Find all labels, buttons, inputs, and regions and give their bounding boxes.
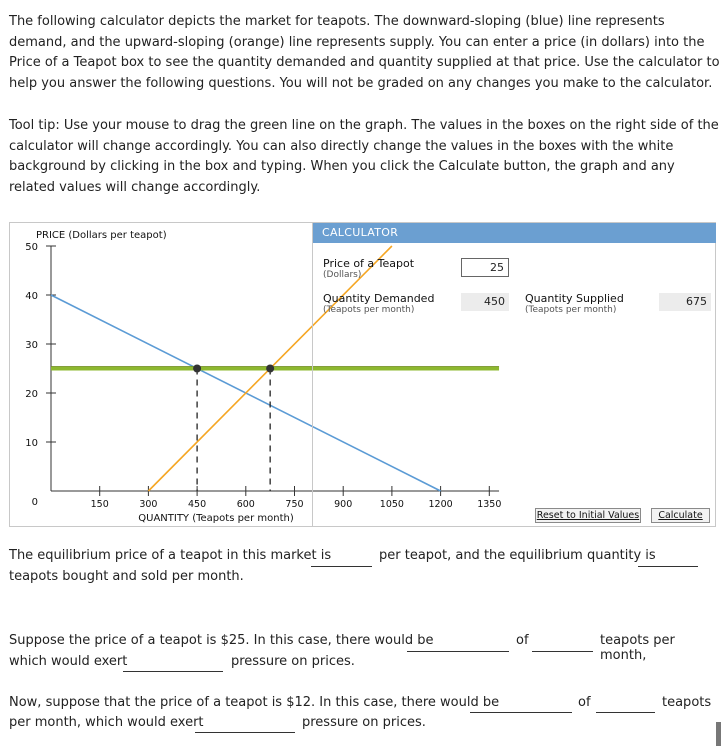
calculator-widget xyxy=(9,222,716,527)
marker-450 xyxy=(193,365,201,373)
quantity-demanded-unit: (Teapots per month) xyxy=(323,305,415,315)
calculate-button[interactable]: Calculate xyxy=(651,508,710,523)
origin-label: 0 xyxy=(31,497,38,508)
q1-text-1: The equilibrium price of a teapot in this market is xyxy=(9,548,332,563)
y-tick-label-10: 10 xyxy=(25,438,38,449)
x-tick-label-900: 900 xyxy=(334,499,353,510)
x-tick-label-1350: 1350 xyxy=(477,499,502,510)
y-tick-label-40: 40 xyxy=(25,291,38,302)
q2-text-4: which would exert xyxy=(9,654,128,669)
scrollbar-thumb[interactable] xyxy=(716,722,721,746)
q3-text-1: Now, suppose that the price of a teapot is $12. In this case, there would be xyxy=(9,695,500,710)
q3-shortage-surplus-blank[interactable] xyxy=(470,711,572,713)
x-tick-label-150: 150 xyxy=(90,499,109,510)
intro-text: The following calculator depicts the market for teapots. The downward-sloping (blue) line represents demand, and the upward-sloping (orange) line represents supply. You can enter a price (in dollars) into the Price of a Teapot box to see the quantity demanded and quantity supplied at that price. Use the calculator to help you answer the following questions. You will not be graded on any changes you make to the calculator. xyxy=(9,14,720,91)
q2-shortage-surplus-blank[interactable] xyxy=(407,650,509,652)
q2-text-1: Suppose the price of a teapot is $25. In this case, there would be xyxy=(9,633,434,648)
q2-pressure-blank[interactable] xyxy=(123,670,223,672)
quantity-demanded-label: Quantity Demanded xyxy=(323,292,435,305)
quantity-supplied-unit: (Teapots per month) xyxy=(525,305,617,315)
y-tick-label-50: 50 xyxy=(25,242,38,253)
q3-text-3: teapots xyxy=(662,695,712,710)
quantity-supplied-value: 675 xyxy=(659,293,711,311)
x-axis-label: QUANTITY (Teapots per month) xyxy=(138,513,294,524)
q3-quantity-blank[interactable] xyxy=(596,711,655,713)
x-tick-label-300: 300 xyxy=(139,499,158,510)
x-tick-label-1050: 1050 xyxy=(379,499,404,510)
q1-equilibrium-quantity-blank[interactable] xyxy=(638,565,698,567)
price-input[interactable]: 25 xyxy=(461,258,509,277)
x-tick-label-450: 450 xyxy=(188,499,207,510)
q1-equilibrium-price-blank[interactable] xyxy=(311,565,372,567)
x-tick-label-1200: 1200 xyxy=(428,499,453,510)
q2-quantity-blank[interactable] xyxy=(532,650,593,652)
price-label: Price of a Teapot xyxy=(323,257,415,270)
q1-text-2: per teapot, and the equilibrium quantity is xyxy=(379,548,656,563)
price-unit: (Dollars) xyxy=(323,270,362,280)
y-axis-label: PRICE (Dollars per teapot) xyxy=(36,230,167,241)
x-tick-label-750: 750 xyxy=(285,499,304,510)
y-tick-label-20: 20 xyxy=(25,389,38,400)
calculator-header: CALCULATOR xyxy=(313,223,716,243)
quantity-demanded-value: 450 xyxy=(461,293,509,311)
q2-text-5: pressure on prices. xyxy=(231,654,355,669)
q1-text-3: teapots bought and sold per month. xyxy=(9,569,244,584)
q3-text-4: per month, which would exert xyxy=(9,715,204,730)
marker-675 xyxy=(266,365,274,373)
q3-pressure-blank[interactable] xyxy=(195,731,295,733)
tooltip-text: Tool tip: Use your mouse to drag the green line on the graph. The values in the boxes on the right side of the calculator will change accordingly. You can also directly change the values in the boxes with the white background by clicking in the box and typing. When you click the Calculate button, the graph and any related values will change accordingly. xyxy=(9,118,719,195)
y-tick-label-30: 30 xyxy=(25,340,38,351)
reset-button[interactable]: Reset to Initial Values xyxy=(536,510,640,521)
x-tick-label-600: 600 xyxy=(236,499,255,510)
q2-text-2: of xyxy=(516,633,529,648)
q2-text-3: teapots per month, xyxy=(600,633,675,663)
q3-text-5: pressure on prices. xyxy=(302,715,426,730)
q3-text-2: of xyxy=(578,695,591,710)
calculator-panel xyxy=(312,223,716,526)
quantity-supplied-label: Quantity Supplied xyxy=(525,292,624,305)
